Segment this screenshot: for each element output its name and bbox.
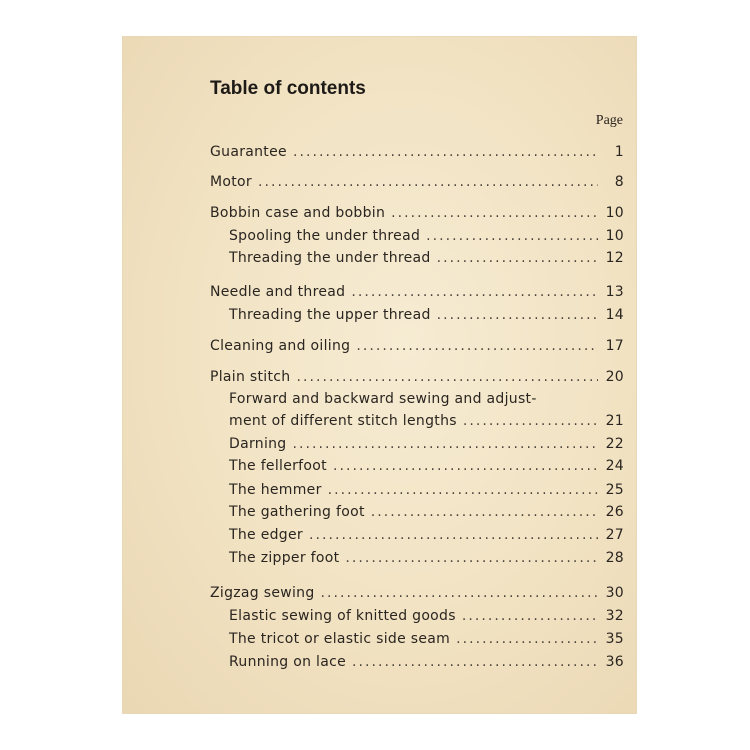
toc-entry-label: Threading the upper thread [229, 307, 431, 323]
toc-entry-darning [229, 436, 624, 456]
toc-entry-page: 36 [605, 654, 624, 670]
leader-dots [293, 436, 599, 452]
toc-entry-zipper-foot [229, 550, 624, 570]
leader-dots [456, 631, 598, 647]
leader-dots [328, 482, 598, 498]
toc-entry-needle [210, 284, 624, 304]
leader-dots [333, 458, 598, 474]
toc-entry-fellerfoot [229, 458, 624, 478]
leader-dots [426, 228, 598, 244]
leader-dots [351, 284, 598, 300]
toc-entry-page: 14 [605, 307, 624, 323]
toc-entry-tricot [229, 631, 624, 651]
document-page [122, 36, 637, 714]
toc-entry-label: Forward and backward sewing and adjust- [229, 391, 537, 407]
toc-entry-label: The edger [229, 527, 303, 543]
toc-entry-label: Bobbin case and bobbin [210, 205, 386, 221]
toc-entry-hemmer [229, 482, 624, 502]
toc-entry-page: 30 [605, 585, 624, 601]
toc-entry-page: 21 [605, 413, 624, 429]
leader-dots [352, 654, 598, 670]
toc-entry-page: 17 [605, 338, 624, 354]
toc-entry-page: 20 [605, 369, 624, 385]
toc-entry-page: 10 [605, 228, 624, 244]
leader-dots [463, 413, 598, 429]
leader-dots [391, 205, 598, 221]
toc-entry-guarantee [210, 144, 624, 164]
leader-dots [345, 550, 598, 566]
toc-entry-running-lace [229, 654, 624, 674]
toc-entry-label: Elastic sewing of knitted goods [229, 608, 456, 624]
toc-entry-page: 28 [605, 550, 624, 566]
toc-entry-page: 27 [605, 527, 624, 543]
toc-entry-label: The zipper foot [229, 550, 340, 566]
leader-dots [437, 250, 598, 266]
toc-entry-forward-backward [229, 391, 624, 411]
toc-entry-label: Needle and thread [210, 284, 346, 300]
toc-entry-page: 25 [605, 482, 624, 498]
toc-entry-label: Motor [210, 174, 252, 190]
toc-entry-stitch-lengths [229, 413, 624, 433]
toc-entry-page: 26 [605, 504, 624, 520]
toc-entry-zigzag [210, 585, 624, 605]
toc-entry-gathering-foot [229, 504, 624, 524]
toc-entry-label: The hemmer [229, 482, 322, 498]
toc-entry-page: 8 [614, 174, 624, 190]
leader-dots [309, 527, 598, 543]
toc-entry-label: The gathering foot [229, 504, 365, 520]
toc-entry-label: ment of different stitch lengths [229, 413, 457, 429]
toc-entry-page: 32 [605, 608, 624, 624]
leader-dots [462, 608, 598, 624]
toc-entry-motor [210, 174, 624, 194]
toc-entry-page: 22 [605, 436, 624, 452]
toc-entry-label: Spooling the under thread [229, 228, 421, 244]
toc-entry-plain-stitch [210, 369, 624, 389]
leader-dots [356, 338, 598, 354]
toc-entry-label: Zigzag sewing [210, 585, 315, 601]
toc-entry-cleaning [210, 338, 624, 358]
toc-entry-label: Threading the under thread [229, 250, 431, 266]
toc-entry-page: 35 [605, 631, 624, 647]
toc-entry-spooling [229, 228, 624, 248]
toc-entry-threading-upper [229, 307, 624, 327]
leader-dots [296, 369, 598, 385]
toc-entry-label: The fellerfoot [229, 458, 327, 474]
toc-entry-label: Plain stitch [210, 369, 291, 385]
leader-dots [371, 504, 598, 520]
leader-dots [258, 174, 598, 190]
toc-entry-page: 10 [605, 205, 624, 221]
toc-entry-edger [229, 527, 624, 547]
leader-dots [293, 144, 598, 160]
toc-entry-label: The tricot or elastic side seam [229, 631, 451, 647]
toc-entry-label: Running on lace [229, 654, 346, 670]
page-column-header: Page [595, 113, 623, 128]
toc-entry-page: 24 [605, 458, 624, 474]
toc-entry-page: 13 [605, 284, 624, 300]
toc-entry-page: 12 [605, 250, 624, 266]
toc-entry-page: 1 [614, 144, 624, 160]
leader-dots [437, 307, 598, 323]
leader-dots [321, 585, 598, 601]
toc-entry-elastic-knitted [229, 608, 624, 628]
toc-entry-bobbin-case [210, 205, 624, 225]
toc-entry-label: Cleaning and oiling [210, 338, 351, 354]
page-title: Table of contents [210, 78, 366, 99]
toc-entry-label: Guarantee [210, 144, 287, 160]
toc-entry-label: Darning [229, 436, 287, 452]
toc-entry-threading-under [229, 250, 624, 270]
